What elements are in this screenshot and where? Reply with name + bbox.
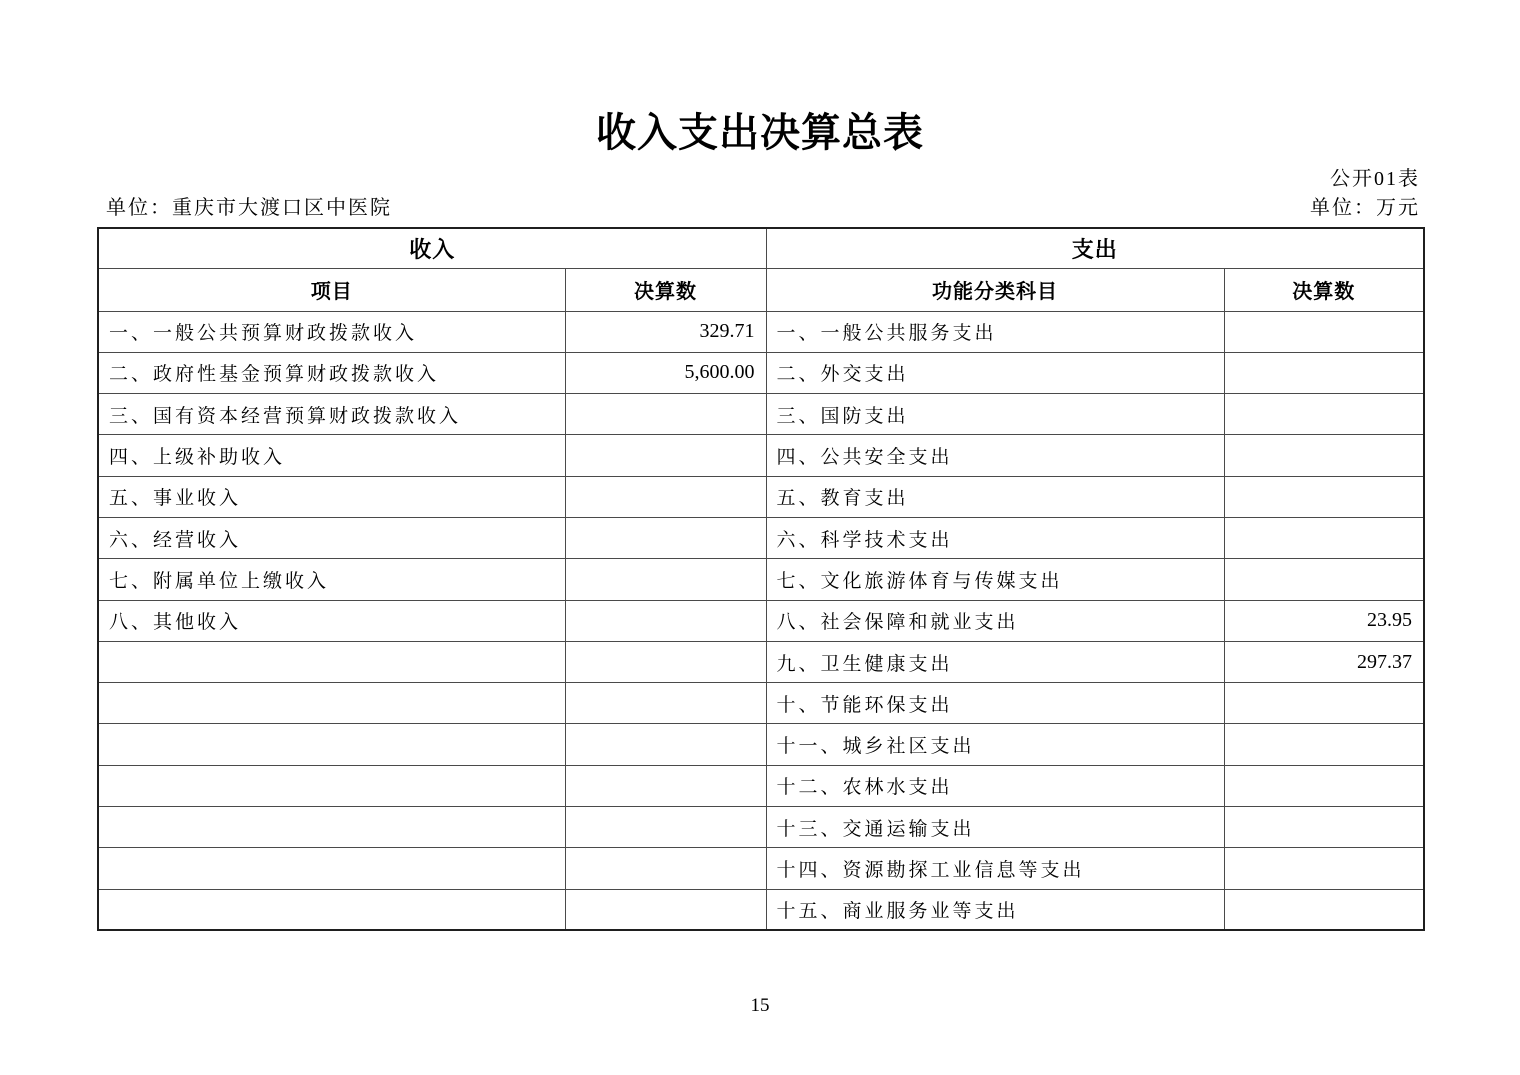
income-value-cell (565, 683, 766, 724)
column-header-row (98, 268, 1424, 311)
table-row (98, 394, 1424, 435)
expense-item-cell: 七、文化旅游体育与传媒支出 (766, 559, 1224, 600)
expense-value-cell (1224, 889, 1424, 930)
expense-item-cell: 十五、商业服务业等支出 (766, 889, 1224, 930)
income-amount-column-header: 决算数 (565, 268, 766, 311)
expense-value-cell (1224, 807, 1424, 848)
expense-value-cell (1224, 435, 1424, 476)
table-row (98, 848, 1424, 889)
income-item-cell (98, 683, 565, 724)
income-item-cell (98, 724, 565, 765)
income-item-cell (98, 765, 565, 806)
income-value-cell (565, 517, 766, 558)
table-row (98, 311, 1424, 352)
table-row (98, 600, 1424, 641)
income-section-header: 收入 (98, 228, 766, 268)
page-title: 收入支出决算总表 (596, 111, 924, 155)
expense-item-cell: 五、教育支出 (766, 476, 1224, 517)
expense-value-cell (1224, 559, 1424, 600)
table-row (98, 517, 1424, 558)
table-row (98, 641, 1424, 682)
expense-value-cell (1224, 311, 1424, 352)
table-row (98, 683, 1424, 724)
income-value-cell (565, 807, 766, 848)
expense-item-cell: 十一、城乡社区支出 (766, 724, 1224, 765)
table-row (98, 435, 1424, 476)
expense-item-cell: 八、社会保障和就业支出 (766, 600, 1224, 641)
table-row (98, 476, 1424, 517)
income-item-column-header: 项目 (98, 268, 565, 311)
expense-category-column-header: 功能分类科目 (766, 268, 1224, 311)
section-header-row (98, 228, 1424, 268)
income-item-cell: 一、一般公共预算财政拨款收入 (98, 311, 565, 352)
expense-section-header: 支出 (766, 228, 1424, 268)
income-value-cell (565, 641, 766, 682)
income-value-cell (565, 889, 766, 930)
income-item-cell: 七、附属单位上缴收入 (98, 559, 565, 600)
income-item-cell: 二、政府性基金预算财政拨款收入 (98, 352, 565, 393)
income-value-cell (565, 765, 766, 806)
income-value-cell (565, 476, 766, 517)
income-value-cell (565, 435, 766, 476)
expense-value-cell: 23.95 (1224, 600, 1424, 641)
income-value-cell (565, 848, 766, 889)
expense-item-cell: 四、公共安全支出 (766, 435, 1224, 476)
table-row (98, 889, 1424, 930)
page-number: 15 (750, 995, 770, 1016)
income-value-cell: 5,600.00 (565, 352, 766, 393)
expense-item-cell: 二、外交支出 (766, 352, 1224, 393)
expense-value-cell (1224, 848, 1424, 889)
expense-item-cell: 六、科学技术支出 (766, 517, 1224, 558)
income-item-cell: 四、上级补助收入 (98, 435, 565, 476)
expense-value-cell (1224, 352, 1424, 393)
expense-item-cell: 十二、农林水支出 (766, 765, 1224, 806)
expense-item-cell: 十、节能环保支出 (766, 683, 1224, 724)
expense-item-cell: 一、一般公共服务支出 (766, 311, 1224, 352)
expense-value-cell (1224, 394, 1424, 435)
unit-name-label: 单位：重庆市大渡口区中医院 (106, 197, 392, 219)
expense-value-cell (1224, 517, 1424, 558)
table-row (98, 807, 1424, 848)
budget-summary-table (97, 227, 1425, 931)
income-item-cell (98, 807, 565, 848)
income-item-cell: 六、经营收入 (98, 517, 565, 558)
expense-item-cell: 三、国防支出 (766, 394, 1224, 435)
income-item-cell: 三、国有资本经营预算财政拨款收入 (98, 394, 565, 435)
income-item-cell: 五、事业收入 (98, 476, 565, 517)
table-body (98, 311, 1424, 930)
table-row (98, 765, 1424, 806)
expense-value-cell (1224, 476, 1424, 517)
table-row (98, 352, 1424, 393)
expense-value-cell: 297.37 (1224, 641, 1424, 682)
expense-value-cell (1224, 724, 1424, 765)
income-item-cell (98, 848, 565, 889)
income-value-cell: 329.71 (565, 311, 766, 352)
table-header (98, 228, 1424, 311)
unit-of-measure-label: 单位：万元 (1310, 197, 1420, 219)
expense-item-cell: 十三、交通运输支出 (766, 807, 1224, 848)
expense-amount-column-header: 决算数 (1224, 268, 1424, 311)
expense-value-cell (1224, 683, 1424, 724)
income-value-cell (565, 724, 766, 765)
income-item-cell (98, 889, 565, 930)
income-item-cell: 八、其他收入 (98, 600, 565, 641)
table-row (98, 559, 1424, 600)
table-row (98, 724, 1424, 765)
expense-item-cell: 十四、资源勘探工业信息等支出 (766, 848, 1224, 889)
income-value-cell (565, 559, 766, 600)
income-value-cell (565, 600, 766, 641)
expense-value-cell (1224, 765, 1424, 806)
income-item-cell (98, 641, 565, 682)
expense-item-cell: 九、卫生健康支出 (766, 641, 1224, 682)
doc-number-label: 公开01表 (1330, 168, 1420, 190)
income-value-cell (565, 394, 766, 435)
